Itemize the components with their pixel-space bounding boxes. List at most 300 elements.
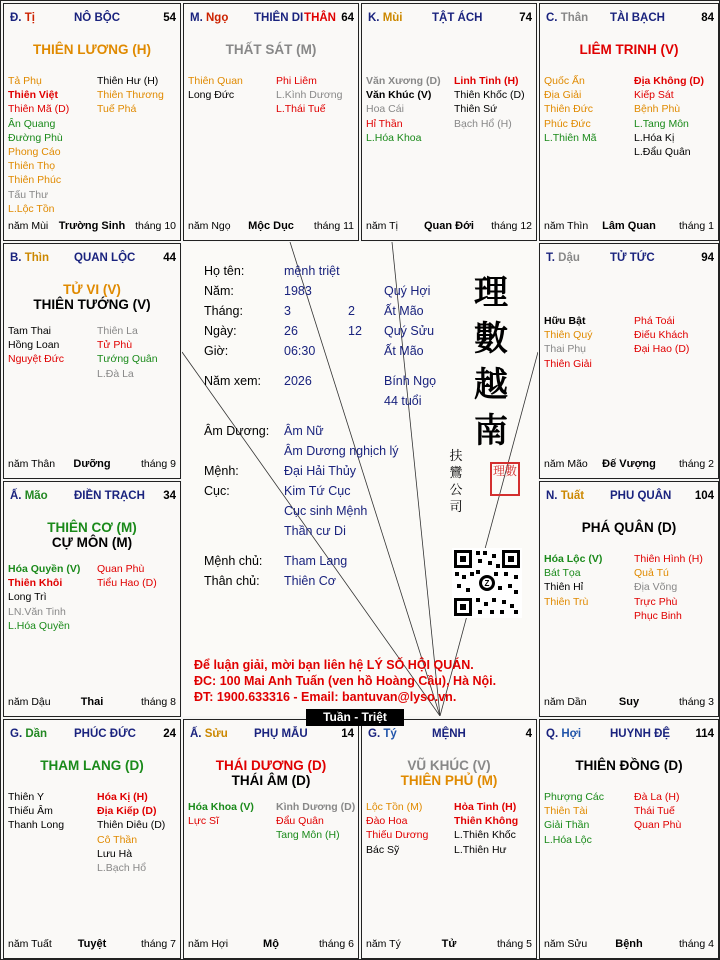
- palace-position: [10, 252, 49, 264]
- star-item: Kình Dương (D): [276, 801, 356, 813]
- palace-can: G.: [10, 728, 26, 740]
- palace-chi: Tị: [24, 12, 35, 24]
- palace-footer: [544, 220, 714, 234]
- star-item: Đại Hao (D): [634, 343, 690, 356]
- star-item: Quan Phù: [97, 563, 145, 575]
- palace-can: N.: [546, 490, 561, 502]
- star-item: Đẩu Quân: [276, 815, 324, 828]
- palace-position: [368, 728, 397, 740]
- main-star: TỬ VI (V): [63, 282, 121, 297]
- footer-year: năm Sửu: [544, 938, 588, 950]
- star-item: L.Hóa Quyền: [8, 619, 70, 632]
- thang-label: Tháng:: [204, 304, 243, 318]
- palace-footer: [366, 220, 532, 234]
- main-star: THIÊN CƠ (M): [47, 520, 137, 535]
- star-column-right: [634, 314, 689, 357]
- svg-text:Z: Z: [484, 579, 490, 588]
- palace-position: [546, 490, 584, 502]
- palace-number: 114: [695, 728, 714, 740]
- star-item: L.Thiên Hư: [454, 843, 507, 856]
- star-item: Văn Xương (D): [366, 75, 441, 87]
- palace-position: [10, 12, 35, 24]
- menh-chu-value: Tham Lang: [284, 554, 348, 568]
- star-item: Thiếu Dương: [366, 829, 429, 842]
- footer-year: năm Tý: [366, 938, 401, 950]
- palace-can: Q.: [546, 728, 562, 740]
- star-item: LN.Văn Tinh: [8, 605, 66, 618]
- star-item: Thiên Hình (H): [634, 553, 703, 565]
- star-column-right: [634, 74, 704, 159]
- main-star: THÁI ÂM (D): [231, 773, 311, 788]
- star-item: Hóa Lộc (V): [544, 553, 603, 565]
- footer-year: năm Mão: [544, 458, 588, 470]
- palace-can: Ấ.: [10, 490, 25, 502]
- palace-footer: [8, 696, 176, 710]
- palace-position: [190, 728, 228, 740]
- palace-position: [190, 12, 228, 24]
- palace-cell-suu: [183, 719, 359, 959]
- thang-value: 3: [284, 304, 291, 318]
- main-star: PHÁ QUÂN (D): [581, 520, 677, 535]
- palace-chi: Tý: [383, 728, 397, 740]
- than-marker: THÂN: [304, 12, 336, 24]
- palace-position: [368, 12, 403, 24]
- footer-year: năm Dần: [544, 696, 587, 708]
- footer-year: năm Mùi: [8, 220, 49, 232]
- star-column-left: [544, 552, 602, 609]
- star-column-right: [97, 562, 157, 590]
- palace-name: TẬT ÁCH: [432, 12, 483, 24]
- star-column-right: [276, 74, 342, 117]
- star-item: Tang Môn (H): [276, 829, 340, 842]
- footer-stage: Mộc Dục: [248, 220, 294, 232]
- palace-header: [546, 490, 714, 506]
- star-item: Phá Toái: [634, 315, 675, 327]
- star-item: L.Kình Dương: [276, 89, 343, 102]
- palace-name: MỆNH: [432, 728, 466, 740]
- palace-position: [546, 728, 581, 740]
- footer-month: tháng 3: [678, 696, 714, 708]
- center-info-panel: [182, 242, 538, 716]
- star-item: Tả Phụ: [8, 75, 42, 87]
- star-item: Tam Thai: [8, 325, 51, 337]
- menh-value: Đại Hải Thủy: [284, 464, 357, 478]
- footer-year: năm Ngọ: [188, 220, 231, 232]
- star-item: Phượng Các: [544, 791, 605, 803]
- main-star: THIÊN LƯƠNG (H): [33, 42, 151, 57]
- star-item: Nguyệt Đức: [8, 353, 65, 366]
- palace-footer: [8, 938, 176, 952]
- star-item: Thiên Giải: [544, 357, 592, 370]
- star-item: Thiên Đức: [544, 103, 594, 116]
- star-item: Lưu Hà: [97, 847, 133, 860]
- am-duong-label: Âm Dương:: [204, 424, 270, 438]
- palace-footer: [8, 220, 176, 234]
- star-item: Thiếu Âm: [8, 805, 53, 818]
- palace-name: PHÚC ĐỨC: [74, 728, 136, 740]
- palace-number: 24: [163, 728, 176, 740]
- palace-number: 34: [163, 490, 176, 502]
- small-calligraphy-char: 公: [449, 483, 463, 498]
- star-column-right: [276, 800, 355, 843]
- palace-name: PHỤ MẪU: [254, 728, 308, 740]
- than-chu-label: Thân chủ:: [204, 574, 260, 588]
- palace-can: B.: [10, 252, 25, 264]
- main-star: THÁI DƯƠNG (D): [215, 758, 327, 773]
- palace-can: C.: [546, 12, 561, 24]
- contact-line-2: ĐC: 100 Mai Anh Tuấn (ven hồ Hoàng Cầu), Hà Nội.: [194, 674, 497, 688]
- footer-stage: Suy: [618, 696, 640, 708]
- star-column-right: [454, 74, 525, 131]
- palace-number: 94: [701, 252, 714, 264]
- main-star: CỰ MÔN (M): [51, 535, 133, 550]
- star-column-right: [97, 790, 165, 875]
- star-item: Đường Phù: [8, 131, 63, 144]
- star-item: Hỏa Tinh (H): [454, 801, 517, 813]
- star-column-left: [366, 800, 428, 857]
- palace-name: THIÊN DI: [254, 12, 304, 24]
- main-star: THIÊN TƯỚNG (V): [33, 297, 151, 312]
- star-item: Thái Tuế: [634, 805, 675, 818]
- palace-cell-than: [539, 3, 719, 241]
- palace-footer: [544, 458, 714, 472]
- contact-line-3: ĐT: 1900.633316 - Email: bantuvan@lyso.vn.: [194, 690, 457, 704]
- than-chu-value: Thiên Cơ: [284, 574, 336, 588]
- palace-number: 54: [163, 12, 176, 24]
- star-item: Thai Phụ: [544, 343, 587, 356]
- palace-name: QUAN LỘC: [74, 252, 136, 264]
- palace-cell-mao: [3, 481, 181, 717]
- tuan-triet-tag: Tuần - Triệt: [306, 709, 404, 726]
- star-item: Kiếp Sát: [634, 89, 674, 102]
- palace-number: 84: [701, 12, 714, 24]
- palace-header: [190, 12, 354, 28]
- palace-chi: Mão: [24, 490, 48, 502]
- star-item: Hóa Kị (H): [97, 791, 148, 803]
- star-item: Bát Tọa: [544, 567, 581, 580]
- palace-position: [10, 728, 47, 740]
- star-item: Long Đức: [188, 89, 235, 102]
- star-item: Thiên Y: [8, 791, 44, 803]
- main-star: THẤT SÁT (M): [225, 42, 317, 57]
- palace-header: [546, 728, 714, 744]
- palace-number: 64: [341, 12, 354, 24]
- footer-month: tháng 4: [678, 938, 714, 950]
- palace-can: Ấ.: [190, 728, 205, 740]
- small-calligraphy-char: 司: [449, 500, 463, 515]
- star-item: Tuế Phá: [97, 103, 137, 116]
- ho-ten-label: Họ tên:: [204, 264, 245, 278]
- star-item: Giải Thần: [544, 819, 590, 832]
- star-item: Thiên Việt: [8, 89, 58, 102]
- cuc-label: Cục:: [204, 484, 230, 498]
- footer-stage: Dưỡng: [73, 458, 111, 470]
- palace-header: [546, 252, 714, 268]
- palace-chi: Hợi: [561, 728, 582, 740]
- star-item: L.Bạch Hổ: [97, 862, 147, 875]
- footer-stage: Tuyệt: [77, 938, 107, 950]
- small-calligraphy-char: 鸞: [449, 466, 463, 481]
- palace-cell-ti: [3, 3, 181, 241]
- palace-cell-mui: [361, 3, 537, 241]
- small-calligraphy-char: 扶: [449, 449, 463, 464]
- star-item: Tử Phù: [97, 339, 133, 352]
- palace-header: [10, 252, 176, 268]
- star-item: L.Thiên Mã: [544, 131, 597, 144]
- star-item: Bác Sỹ: [366, 843, 400, 856]
- main-star: LIÊM TRINH (V): [579, 42, 679, 57]
- star-item: Lực Sĩ: [188, 815, 219, 828]
- qr-code-icon: [452, 548, 522, 618]
- palace-cell-thin: [3, 243, 181, 479]
- star-item: Quốc Ấn: [544, 75, 585, 87]
- palace-footer: [188, 938, 354, 952]
- star-column-left: [188, 74, 243, 102]
- star-column-left: [544, 74, 597, 145]
- star-column-right: [634, 790, 681, 833]
- footer-stage: Mộ: [263, 938, 279, 950]
- star-item: L.Thái Tuế: [276, 103, 326, 116]
- footer-year: năm Dậu: [8, 696, 51, 708]
- star-item: L.Đẩu Quân: [634, 146, 691, 159]
- main-star: THIÊN PHỦ (M): [400, 773, 498, 788]
- star-item: Phong Cáo: [8, 146, 61, 159]
- palace-header: [368, 728, 532, 744]
- tuoi-value: 44 tuổi: [384, 394, 422, 408]
- star-item: Long Trì: [8, 591, 47, 604]
- star-item: Hữu Bật: [544, 315, 586, 327]
- palace-footer: [366, 938, 532, 952]
- footer-stage: Đế Vượng: [602, 458, 656, 470]
- palace-cell-dan: [3, 719, 181, 959]
- main-star: VŨ KHÚC (V): [407, 758, 491, 773]
- footer-month: tháng 1: [678, 220, 714, 232]
- palace-number: 14: [341, 728, 354, 740]
- nam-label: Năm:: [204, 284, 234, 298]
- footer-year: năm Tị: [366, 220, 398, 232]
- star-item: Quan Phù: [634, 819, 682, 832]
- star-item: Bạch Hổ (H): [454, 117, 512, 130]
- star-item: Thiên Trù: [544, 595, 589, 608]
- ngay-label: Ngày:: [204, 324, 237, 338]
- main-star: THAM LANG (D): [40, 758, 144, 773]
- star-item: Hồng Loan: [8, 339, 60, 352]
- palace-chi: Mùi: [382, 12, 403, 24]
- star-item: Tấu Thư: [8, 188, 49, 201]
- footer-month: tháng 9: [140, 458, 176, 470]
- palace-header: [190, 728, 354, 744]
- gio-label: Giờ:: [204, 344, 229, 358]
- star-item: Thiên Tài: [544, 805, 588, 818]
- star-item: Linh Tinh (H): [454, 75, 519, 87]
- palace-number: 104: [694, 490, 714, 502]
- star-item: Điếu Khách: [634, 329, 689, 342]
- star-item: L.Hóa Khoa: [366, 131, 422, 144]
- am-duong-value: Âm Nữ: [284, 424, 324, 438]
- star-item: Thiên Quan: [188, 75, 243, 87]
- star-item: Thiên Mã (D): [8, 103, 70, 116]
- star-item: Địa Không (D): [634, 75, 704, 87]
- footer-stage: Tử: [441, 938, 457, 950]
- palace-can: T.: [546, 252, 559, 264]
- star-item: Địa Võng: [634, 581, 678, 594]
- palace-cell-tuat: [539, 481, 719, 717]
- calligraphy-char: 數: [474, 319, 508, 359]
- footer-year: năm Tuất: [8, 938, 52, 950]
- star-item: Thiên Diêu (D): [97, 819, 166, 832]
- footer-year: năm Thân: [8, 458, 56, 470]
- footer-year: năm Hợi: [188, 938, 229, 950]
- calligraphy-char: 理: [474, 273, 508, 313]
- am-duong-2-value: Âm Dương nghịch lý: [284, 444, 399, 458]
- palace-position: [546, 252, 580, 264]
- nam-xem-can-value: Bính Ngọ: [384, 374, 437, 388]
- thang-am-value: 2: [348, 304, 355, 318]
- star-item: Đà La (H): [634, 791, 680, 803]
- menh-chu-label: Mệnh chủ:: [204, 554, 263, 568]
- gio-can-value: Ất Mão: [384, 344, 424, 358]
- small-calligraphy: [448, 448, 464, 516]
- palace-header: [10, 728, 176, 744]
- palace-cell-ngo: [183, 3, 359, 241]
- star-item: Quả Tú: [634, 567, 669, 580]
- palace-chi: Sửu: [204, 728, 228, 740]
- star-column-left: [8, 790, 64, 833]
- footer-month: tháng 7: [140, 938, 176, 950]
- palace-name: NÔ BỘC: [74, 12, 120, 24]
- palace-name: TỬ TỨC: [610, 252, 655, 264]
- star-item: Cô Thần: [97, 833, 138, 846]
- calligraphy-char: 南: [474, 411, 508, 451]
- palace-header: [368, 12, 532, 28]
- star-item: Thiên Thọ: [8, 160, 56, 173]
- footer-month: tháng 11: [313, 220, 354, 232]
- star-column-left: [188, 800, 254, 828]
- star-column-right: [97, 74, 164, 117]
- nam-can-value: Quý Hợi: [384, 284, 431, 298]
- thang-can-value: Ất Mão: [384, 304, 424, 318]
- cuc-value: Kim Tứ Cục: [284, 484, 351, 498]
- palace-cell-hoi: [539, 719, 719, 959]
- main-star: THIÊN ĐỒNG (D): [575, 758, 683, 773]
- palace-chi: Thìn: [24, 252, 49, 264]
- palace-chi: Dần: [25, 728, 48, 740]
- nam-xem-label: Năm xem:: [204, 374, 261, 388]
- star-item: Thiên Khốc (D): [454, 89, 525, 102]
- contact-line-1: Để luận giải, mời bạn liên hệ LÝ SỐ HỘI QUÁN.: [194, 658, 474, 672]
- palace-chi: Dậu: [558, 252, 580, 264]
- menh-label: Mệnh:: [204, 464, 239, 478]
- palace-can: G.: [368, 728, 384, 740]
- star-item: Ân Quang: [8, 117, 56, 130]
- palace-header: [10, 12, 176, 28]
- palace-name: PHU QUÂN: [610, 490, 672, 502]
- star-item: Trực Phù: [634, 595, 678, 608]
- star-item: L.Lộc Tồn: [8, 202, 55, 215]
- star-item: Phi Liêm: [276, 75, 317, 87]
- palace-number: 44: [163, 252, 176, 264]
- star-item: L.Hóa Lộc: [544, 833, 592, 846]
- star-item: L.Tang Môn: [634, 117, 689, 130]
- nam-xem-value: 2026: [284, 374, 312, 388]
- palace-number: 4: [525, 728, 532, 740]
- star-item: Thiên La: [97, 325, 138, 337]
- footer-year: năm Thìn: [544, 220, 589, 232]
- palace-footer: [544, 696, 714, 710]
- palace-can: M.: [190, 12, 206, 24]
- star-item: Tiểu Hao (D): [97, 577, 157, 590]
- star-item: L.Hóa Kị: [634, 131, 675, 144]
- calligraphy-title: [467, 270, 515, 454]
- star-item: Phúc Đức: [544, 117, 591, 130]
- footer-month: tháng 10: [135, 220, 176, 232]
- palace-footer: [188, 220, 354, 234]
- ngay-am-value: 12: [348, 324, 362, 338]
- star-item: Thiên Hỉ: [544, 581, 584, 594]
- palace-header: [546, 12, 714, 28]
- star-item: Tướng Quân: [97, 353, 158, 366]
- palace-number: 74: [519, 12, 532, 24]
- footer-stage: Lâm Quan: [602, 220, 656, 232]
- palace-name: TÀI BẠCH: [610, 12, 665, 24]
- palace-footer: [544, 938, 714, 952]
- star-item: Thiên Khôi: [8, 577, 63, 590]
- ngay-can-value: Quý Sửu: [384, 324, 435, 338]
- cuc-2-value: Cục sinh Mệnh: [284, 504, 368, 518]
- star-item: Hoa Cái: [366, 103, 404, 116]
- star-column-left: [8, 74, 69, 216]
- footer-stage: Trường Sinh: [58, 220, 126, 232]
- star-column-left: [544, 790, 604, 847]
- star-item: Thiên Hư (H): [97, 75, 159, 87]
- palace-footer: [8, 458, 176, 472]
- star-item: Thanh Long: [8, 819, 65, 832]
- footer-month: tháng 5: [496, 938, 532, 950]
- palace-header: [10, 490, 176, 506]
- star-column-left: [8, 324, 64, 367]
- star-item: Lộc Tồn (M): [366, 801, 423, 813]
- footer-month: tháng 12: [491, 220, 532, 232]
- footer-stage: Thai: [80, 696, 104, 708]
- gio-value: 06:30: [284, 344, 316, 358]
- star-item: Đào Hoa: [366, 815, 408, 828]
- star-item: Văn Khúc (V): [366, 89, 432, 102]
- ngay-value: 26: [284, 324, 298, 338]
- ho-ten-value: mệnh triệt: [284, 264, 340, 278]
- star-item: Địa Kiếp (D): [97, 805, 157, 818]
- star-item: Thiên Phúc: [8, 174, 62, 187]
- palace-name: ĐIỀN TRẠCH: [74, 490, 145, 502]
- star-item: Hóa Quyền (V): [8, 563, 81, 575]
- cuc-3-value: Thần cư Di: [284, 524, 346, 538]
- star-column-left: [8, 562, 80, 633]
- star-item: Thiên Không: [454, 815, 519, 828]
- palace-chi: Thân: [560, 12, 589, 24]
- nam-value: 1983: [284, 284, 312, 298]
- palace-can: Đ.: [10, 12, 25, 24]
- footer-month: tháng 8: [140, 696, 176, 708]
- footer-stage: Quan Đới: [424, 220, 474, 232]
- red-seal: 理數: [490, 462, 520, 496]
- calligraphy-char: 越: [474, 365, 508, 405]
- star-item: Hóa Khoa (V): [188, 801, 254, 813]
- star-column-right: [454, 800, 518, 857]
- footer-month: tháng 2: [678, 458, 714, 470]
- palace-position: [10, 490, 48, 502]
- star-item: Thiên Thương: [97, 89, 164, 102]
- palace-chi: Ngọ: [205, 12, 229, 24]
- star-item: Thiên Sứ: [454, 103, 498, 116]
